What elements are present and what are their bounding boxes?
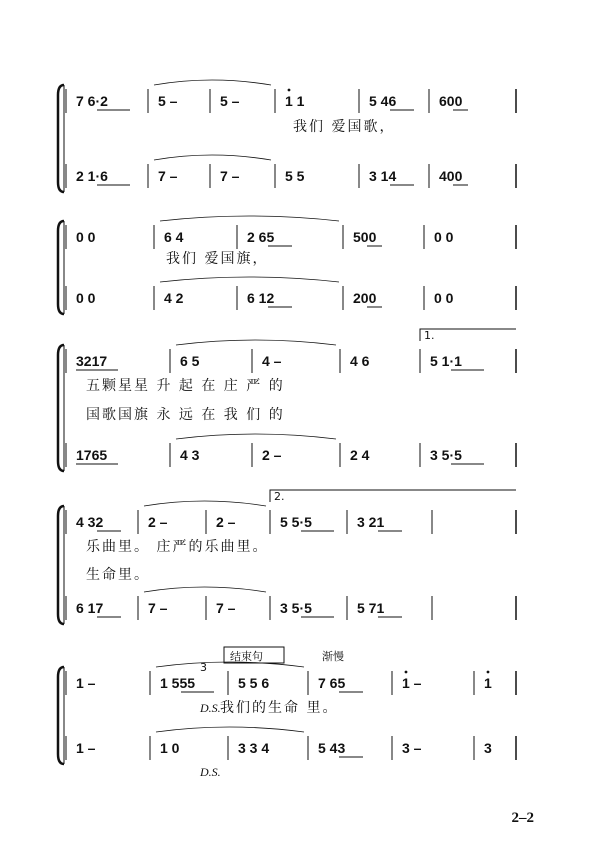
top-measure-3: 5 – bbox=[220, 93, 240, 109]
bottom-measure-4: 5 5 bbox=[285, 168, 305, 184]
lyric-line: 我们 爱国歌， bbox=[293, 119, 396, 135]
bottom-measure-2: 4 3 bbox=[180, 447, 200, 463]
top-measure-5: 5 1·1 bbox=[430, 353, 462, 369]
volta-bracket bbox=[270, 490, 516, 502]
top-measure-4: 4 6 bbox=[350, 353, 370, 369]
top-measure-5: 5 46 bbox=[369, 93, 397, 109]
system-bracket bbox=[58, 667, 64, 764]
tempo-marking: 渐慢 bbox=[322, 650, 344, 663]
top-measure-4: 5 5·5 bbox=[280, 514, 312, 530]
coda-label: 结束句 bbox=[230, 650, 263, 663]
lyric-verse-2: 生命里。 bbox=[86, 567, 150, 583]
tie-arc bbox=[176, 340, 336, 345]
bottom-measure-2: 7 – bbox=[158, 168, 178, 184]
bottom-measure-5: 3 5·5 bbox=[430, 447, 462, 463]
bottom-measure-6: 400 bbox=[439, 168, 463, 184]
top-measure-5: 1 – bbox=[402, 675, 422, 691]
ds-mark-bottom: D.S. bbox=[200, 765, 221, 779]
bottom-measure-1: 2 1·6 bbox=[76, 168, 108, 184]
high-octave-dot bbox=[405, 671, 408, 674]
top-measure-2: 5 – bbox=[158, 93, 178, 109]
bottom-measure-5: 3 – bbox=[402, 740, 422, 756]
bottom-measure-4: 200 bbox=[353, 290, 377, 306]
bottom-measure-4: 5 43 bbox=[318, 740, 346, 756]
bottom-measure-3: 7 – bbox=[216, 600, 236, 616]
ds-mark-top: D.S. bbox=[200, 701, 221, 715]
bottom-measure-5: 3 14 bbox=[369, 168, 397, 184]
top-measure-6: 600 bbox=[439, 93, 463, 109]
tie-arc bbox=[176, 434, 336, 439]
bottom-measure-3: 2 – bbox=[262, 447, 282, 463]
bottom-measure-4: 2 4 bbox=[350, 447, 370, 463]
top-measure-1: 4 32 bbox=[76, 514, 104, 530]
lyric-line: 我们的生命 里。 bbox=[220, 700, 339, 716]
top-measure-3: 2 65 bbox=[247, 229, 275, 245]
top-measure-1: 0 0 bbox=[76, 229, 96, 245]
system-bracket bbox=[58, 345, 64, 471]
top-measure-5: 0 0 bbox=[434, 229, 454, 245]
system-bracket bbox=[58, 506, 64, 624]
bottom-measure-3: 6 12 bbox=[247, 290, 275, 306]
lyric-verse-2: 国歌国旗 永 远 在 我 们 的 bbox=[86, 407, 285, 423]
top-measure-3: 2 – bbox=[216, 514, 236, 530]
high-octave-dot bbox=[487, 671, 490, 674]
tie-arc bbox=[144, 501, 266, 506]
top-measure-4: 7 65 bbox=[318, 675, 346, 691]
lyric-line: 我们 爱国旗， bbox=[166, 251, 269, 267]
bottom-measure-2: 7 – bbox=[148, 600, 168, 616]
tie-arc bbox=[154, 155, 271, 160]
bottom-measure-1: 1 – bbox=[76, 740, 96, 756]
top-measure-4: 1 1 bbox=[285, 93, 305, 109]
bottom-measure-5: 5 71 bbox=[357, 600, 385, 616]
top-measure-2: 6 5 bbox=[180, 353, 200, 369]
bottom-measure-6: 3 bbox=[484, 740, 492, 756]
tie-arc bbox=[160, 277, 339, 282]
bottom-measure-2: 4 2 bbox=[164, 290, 184, 306]
tie-arc bbox=[144, 587, 266, 592]
bottom-measure-1: 6 17 bbox=[76, 600, 104, 616]
bottom-measure-3: 7 – bbox=[220, 168, 240, 184]
top-measure-5: 3 21 bbox=[357, 514, 385, 530]
top-measure-6: 1 bbox=[484, 675, 492, 691]
bottom-measure-1: 1765 bbox=[76, 447, 108, 463]
triplet-mark: 3 bbox=[200, 661, 207, 674]
top-measure-4: 500 bbox=[353, 229, 377, 245]
top-measure-3: 5 5 6 bbox=[238, 675, 270, 691]
bottom-measure-3: 3 3 4 bbox=[238, 740, 270, 756]
volta-number: 2. bbox=[274, 490, 285, 503]
bottom-measure-4: 3 5·5 bbox=[280, 600, 312, 616]
top-measure-1: 7 6·2 bbox=[76, 93, 108, 109]
top-measure-3: 4 – bbox=[262, 353, 282, 369]
top-measure-1: 1 – bbox=[76, 675, 96, 691]
top-measure-2: 2 – bbox=[148, 514, 168, 530]
bottom-measure-5: 0 0 bbox=[434, 290, 454, 306]
page-number: 2–2 bbox=[511, 810, 534, 826]
top-measure-2: 6 4 bbox=[164, 229, 184, 245]
system-bracket bbox=[58, 221, 64, 314]
tie-arc bbox=[156, 727, 304, 732]
lyric-verse-1: 乐曲里。 庄严的乐曲里。 bbox=[86, 539, 269, 555]
volta-number: 1. bbox=[424, 329, 435, 342]
bottom-measure-1: 0 0 bbox=[76, 290, 96, 306]
top-measure-1: 3217 bbox=[76, 353, 108, 369]
bottom-measure-2: 1 0 bbox=[160, 740, 180, 756]
system-bracket bbox=[58, 85, 64, 192]
tie-arc bbox=[154, 80, 271, 85]
lyric-verse-1: 五颗星星 升 起 在 庄 严 的 bbox=[86, 378, 285, 394]
top-measure-2: 1 555 bbox=[160, 675, 196, 691]
high-octave-dot bbox=[288, 89, 291, 92]
tie-arc bbox=[160, 216, 339, 221]
